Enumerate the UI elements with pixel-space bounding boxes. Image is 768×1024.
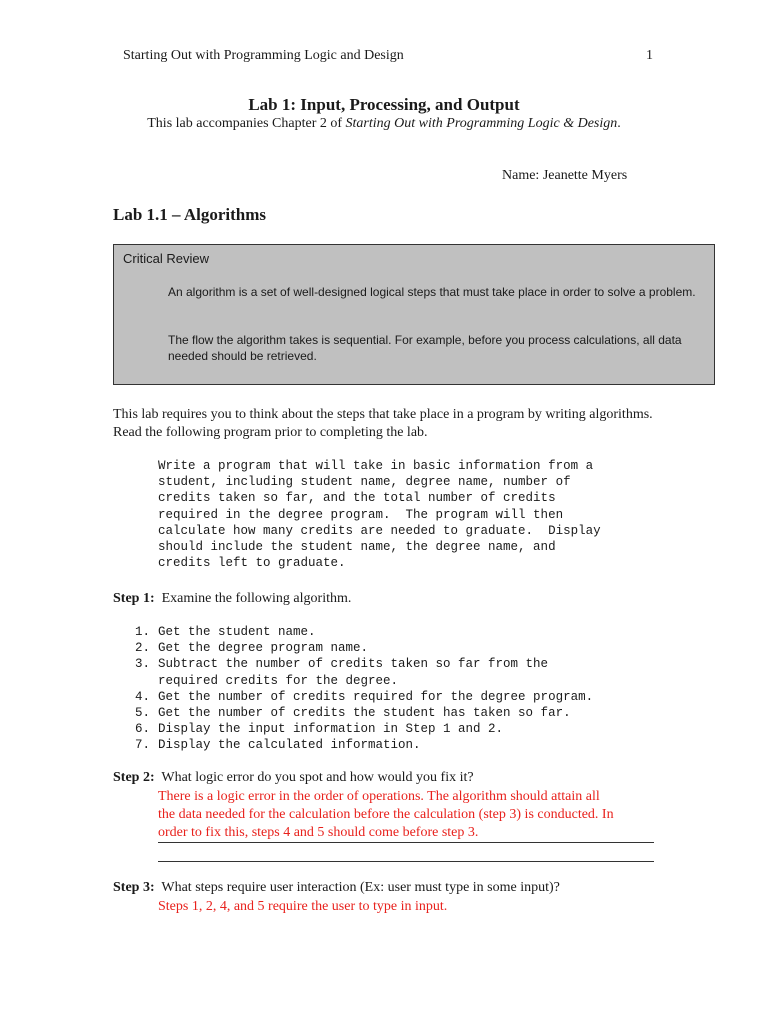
- review-paragraph: An algorithm is a set of well-designed logical steps that must take place in order to solve a problem.: [168, 285, 696, 299]
- answer-line: order to fix this, steps 4 and 5 should come before step 3.: [158, 825, 479, 840]
- lab-intro-paragraph: This lab requires you to think about the steps that take place in a program by writing algorithms. Read the following program prior to completing the lab.: [113, 407, 653, 440]
- program-line: credits taken so far, and the total number of credits: [158, 491, 556, 506]
- step-2-label: Step 2:: [113, 770, 155, 785]
- program-line: should include the student name, the degree name, and: [158, 540, 556, 555]
- review-paragraph: The flow the algorithm takes is sequential. For example, before you process calculations, all data needed should be retrieved.: [168, 333, 682, 363]
- algorithm-step: 1. Get the student name.: [135, 625, 316, 639]
- page-number: 1: [646, 48, 653, 63]
- lab-title: Lab 1: Input, Processing, and Output: [248, 95, 520, 114]
- answer-rule: [158, 842, 654, 843]
- lab-subtitle-suffix: .: [617, 116, 621, 131]
- algorithm-step: 3. Subtract the number of credits taken so far from the required credits for the degree.: [135, 657, 549, 688]
- program-line: calculate how many credits are needed to graduate. Display: [158, 523, 601, 538]
- program-line: credits left to graduate.: [158, 556, 346, 571]
- lab-subtitle-book: Starting Out with Programming Logic & Design: [345, 116, 618, 131]
- step-1-text: Examine the following algorithm.: [154, 591, 352, 606]
- step-1: [113, 591, 351, 607]
- algorithm-step: 6. Display the input information in Step 1 and 2.: [135, 722, 504, 737]
- critical-review-box: [113, 244, 715, 385]
- algorithm-step: 7. Display the calculated information.: [135, 738, 421, 753]
- lab-subtitle-prefix: This lab accompanies Chapter 2 of: [147, 116, 346, 131]
- answer-line: the data needed for the calculation before the calculation (step 3) is conducted. In: [158, 807, 614, 822]
- step-3-answer: Steps 1, 2, 4, and 5 require the user to type in input.: [158, 899, 448, 914]
- lab-subtitle: [0, 116, 768, 132]
- algorithm-step: 4. Get the number of credits required for the degree program.: [135, 689, 594, 704]
- algorithm-step: 2. Get the degree program name.: [135, 641, 369, 656]
- answer-line: There is a logic error in the order of operations. The algorithm should attain all: [158, 789, 600, 804]
- algorithm-step: 5. Get the number of credits the student has taken so far.: [135, 706, 571, 721]
- answer-rule: [158, 861, 654, 862]
- step-2-answer: [158, 788, 658, 842]
- step-1-label: Step 1:: [113, 591, 155, 606]
- step-3-label: Step 3:: [113, 880, 155, 895]
- program-line: Write a program that will take in basic information from a: [158, 459, 594, 473]
- algorithm-list: [135, 624, 593, 754]
- section-heading: Lab 1.1 – Algorithms: [113, 205, 267, 224]
- running-header-title: Starting Out with Programming Logic and Design: [123, 48, 404, 63]
- program-line: student, including student name, degree name, number of: [158, 475, 571, 490]
- step-2-question: What logic error do you spot and how would you fix it?: [154, 770, 474, 785]
- program-description: [158, 458, 601, 571]
- step-3: [113, 880, 560, 896]
- step-2: [113, 770, 474, 786]
- critical-review-title: Critical Review: [123, 251, 209, 266]
- student-name-line: Name: Jeanette Myers: [502, 168, 628, 183]
- step-3-question: What steps require user interaction (Ex: user must type in some input)?: [154, 880, 560, 895]
- program-line: required in the degree program. The program will then: [158, 507, 564, 522]
